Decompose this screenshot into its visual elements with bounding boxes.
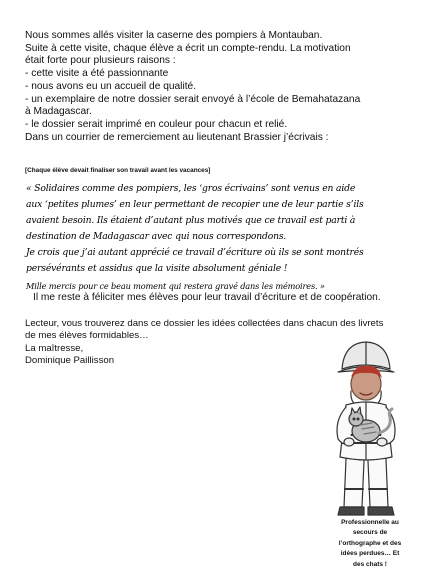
letter-line: destination de Madagascar avec qui nous correspondons.	[26, 231, 287, 243]
intro-line: Nous sommes allés visiter la caserne des pompiers à Montauban.	[25, 30, 323, 41]
closing-line: Lecteur, vous trouverez dans ce dossier les idées collectées dans chacun des livrets	[25, 318, 384, 329]
caption-line: Professionnelle au	[341, 519, 399, 526]
letter-line: aux ‘petites plumes’ en leur permettant de recopier une de leur partie s’ils	[26, 199, 364, 211]
intro-line: - nous avons eu un accueil de qualité.	[25, 80, 197, 92]
bracket-note: [Chaque élève devait finaliser son travail avant les vacances]	[25, 167, 211, 174]
letter-line: persévérants et assidus que la visite absolument géniale !	[26, 263, 288, 275]
signature-name: Dominique Paillisson	[25, 355, 115, 367]
caption-line: l’orthographe et des	[338, 539, 402, 547]
letter-line: avaient besoin. Ils étaient d’autant plus motivés que ce travail est parti à	[26, 215, 356, 227]
intro-line: Suite à cette visite, chaque élève a écrit un compte-rendu. La motivation	[25, 42, 351, 54]
intro-text	[25, 30, 420, 144]
closing-line: La maîtresse,	[25, 342, 84, 354]
intro-line: Dans un courrier de remerciement au lieutenant Brassier j’écrivais :	[25, 131, 329, 143]
caption-line: secours de	[352, 529, 388, 537]
intro-line: était forte pour plusieurs raisons :	[25, 55, 176, 67]
illustration-caption	[320, 518, 420, 570]
handwritten-letter	[26, 181, 416, 294]
intro-line: à Madagascar.	[25, 106, 92, 118]
caption-line: idées perdues… Et	[340, 550, 400, 558]
congratulation-line: Il me reste à féliciter mes élèves pour leur travail d’écriture et de coopération.	[33, 292, 381, 303]
intro-line: - cette visite a été passionnante	[25, 68, 169, 80]
letter-line: Je crois que j’ai autant apprécié ce travail d’écriture où ils se sont montrés	[26, 247, 364, 259]
caption-line: des chats !	[353, 560, 387, 568]
letter-line: « Solidaires comme des pompiers, les ‘gros écrivains’ sont venus en aide	[26, 183, 356, 194]
closing-line: de mes élèves formidables…	[25, 330, 149, 342]
intro-line: - le dossier serait imprimé en couleur pour chacun et relié.	[25, 118, 288, 130]
firefighter-holding-cat-icon	[316, 339, 416, 519]
letter-line: Mille mercis pour ce beau moment qui restera gravé dans les mémoires. »	[26, 280, 325, 291]
intro-line: - un exemplaire de notre dossier serait envoyé à l’école de Bemahatazana	[25, 93, 361, 105]
